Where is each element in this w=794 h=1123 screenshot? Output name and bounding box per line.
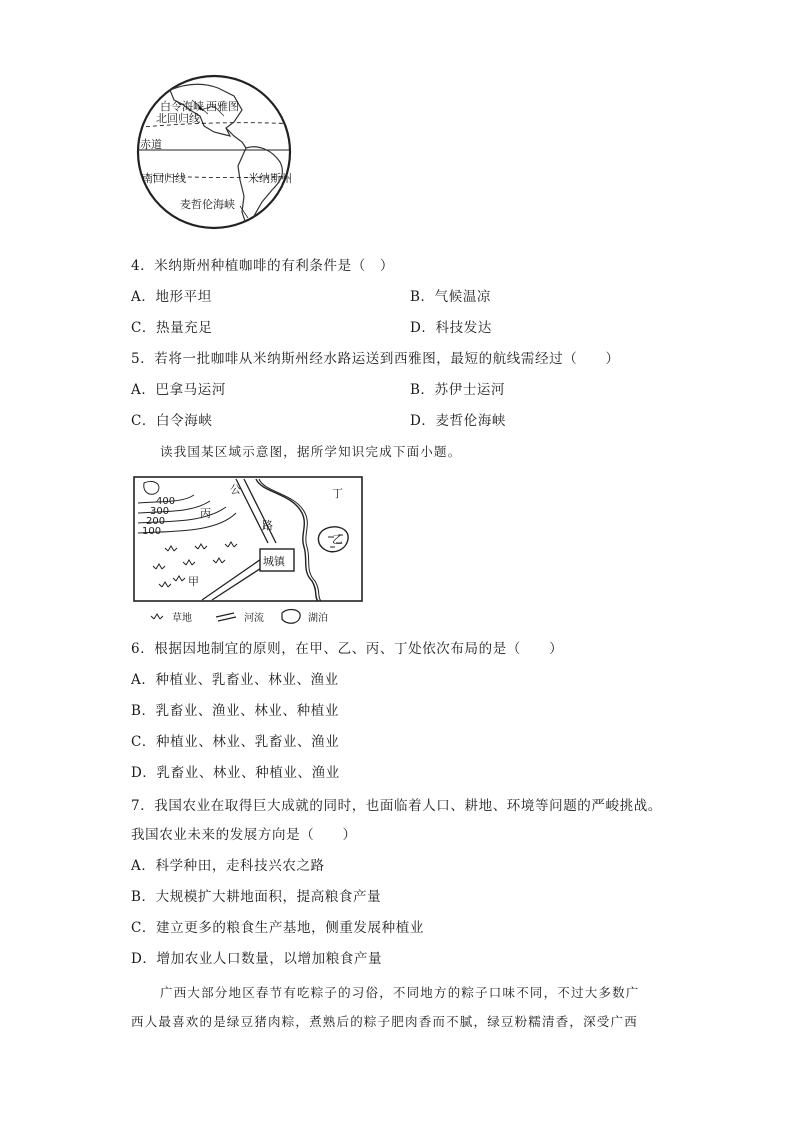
q7-option-a[interactable]: A．科学种田，走科技兴农之路 <box>131 858 325 874</box>
contour-300: 300 <box>150 506 170 517</box>
q4-option-b[interactable]: B．气候温凉 <box>410 289 492 305</box>
q5-option-b[interactable]: B．苏伊士运河 <box>410 382 506 398</box>
town-label: 城镇 <box>263 555 285 568</box>
q7-option-b[interactable]: B．大规模扩大耕地面积，提高粮食产量 <box>131 889 382 905</box>
q7-option-c[interactable]: C．建立更多的粮食生产基地，侧重发展种植业 <box>131 920 424 936</box>
q6-option-a[interactable]: A．种植业、乳畜业、林业、渔业 <box>131 672 339 688</box>
legend-grass: 草地 <box>172 613 192 624</box>
q5-option-c[interactable]: C．白令海峡 <box>131 413 213 429</box>
q6-option-d[interactable]: D．乳畜业、林业、种植业、渔业 <box>131 765 340 781</box>
place-ding: 丁 <box>332 487 343 500</box>
q5-option-d[interactable]: D．麦哲伦海峡 <box>410 413 507 429</box>
q4-option-d[interactable]: D．科技发达 <box>410 320 492 336</box>
tropic-cancer-label: 北回归线 <box>156 112 200 125</box>
passage-line-2: 西人最喜欢的是绿豆猪肉粽，煮熟后的粽子肥肉香而不腻，绿豆粉糯清香，深受广西 <box>131 1014 638 1029</box>
legend-river: 河流 <box>244 613 264 624</box>
q6-option-c[interactable]: C．种植业、林业、乳畜业、渔业 <box>131 734 340 750</box>
bering-label: 白令海峡 <box>160 100 204 113</box>
q5-option-a[interactable]: A．巴拿马运河 <box>131 382 226 398</box>
q4-option-c[interactable]: C．热量充足 <box>131 320 213 336</box>
lake-legend-icon <box>282 610 300 624</box>
globe-map <box>130 70 300 230</box>
q6-option-b[interactable]: B．乳畜业、渔业、林业、种植业 <box>131 703 339 719</box>
place-jia: 甲 <box>188 575 199 588</box>
contour-100: 100 <box>142 526 162 537</box>
q7-stem-line2: 我国农业未来的发展方向是（ ） <box>131 827 357 843</box>
seattle-label: 西雅图 <box>206 100 239 113</box>
q7-stem-line1: 7．我国农业在取得巨大成就的同时，也面临着人口、耕地、环境等问题的严峻挑战。 <box>131 798 662 814</box>
equator-label: 赤道 <box>140 138 162 151</box>
minas-label: 米纳斯州 <box>248 172 292 185</box>
contour-400: 400 <box>156 496 176 507</box>
road-label-2: 路 <box>262 519 273 532</box>
legend-lake: 湖泊 <box>308 613 328 624</box>
q4-option-a[interactable]: A．地形平坦 <box>131 289 212 305</box>
q6-stem: 6．根据因地制宜的原则，在甲、乙、丙、丁处依次布局的是（ ） <box>131 641 564 657</box>
road-label-1: 公 <box>230 483 241 496</box>
region-map <box>132 473 372 633</box>
magellan-label: 麦哲伦海峡 <box>180 198 235 211</box>
place-bing: 丙 <box>200 507 211 520</box>
grass-legend-icon <box>151 614 163 619</box>
q7-option-d[interactable]: D．增加农业人口数量，以增加粮食产量 <box>131 951 383 967</box>
q4-stem: 4．米纳斯州种植咖啡的有利条件是（ ） <box>131 258 394 274</box>
tropic-capricorn-label: 南回归线 <box>142 172 186 185</box>
river-legend-icon <box>216 613 236 621</box>
q5-stem: 5．若将一批咖啡从米纳斯州经水路运送到西雅图，最短的航线需经过（ ） <box>131 351 620 367</box>
place-yi: 乙 <box>332 533 343 546</box>
contour-200: 200 <box>146 516 166 527</box>
passage-line-1: 广西大部分地区春节有吃粽子的习俗，不同地方的粽子口味不同，不过大多数广 <box>160 985 640 1000</box>
map-intro: 读我国某区域示意图，据所学知识完成下面小题。 <box>160 444 462 459</box>
